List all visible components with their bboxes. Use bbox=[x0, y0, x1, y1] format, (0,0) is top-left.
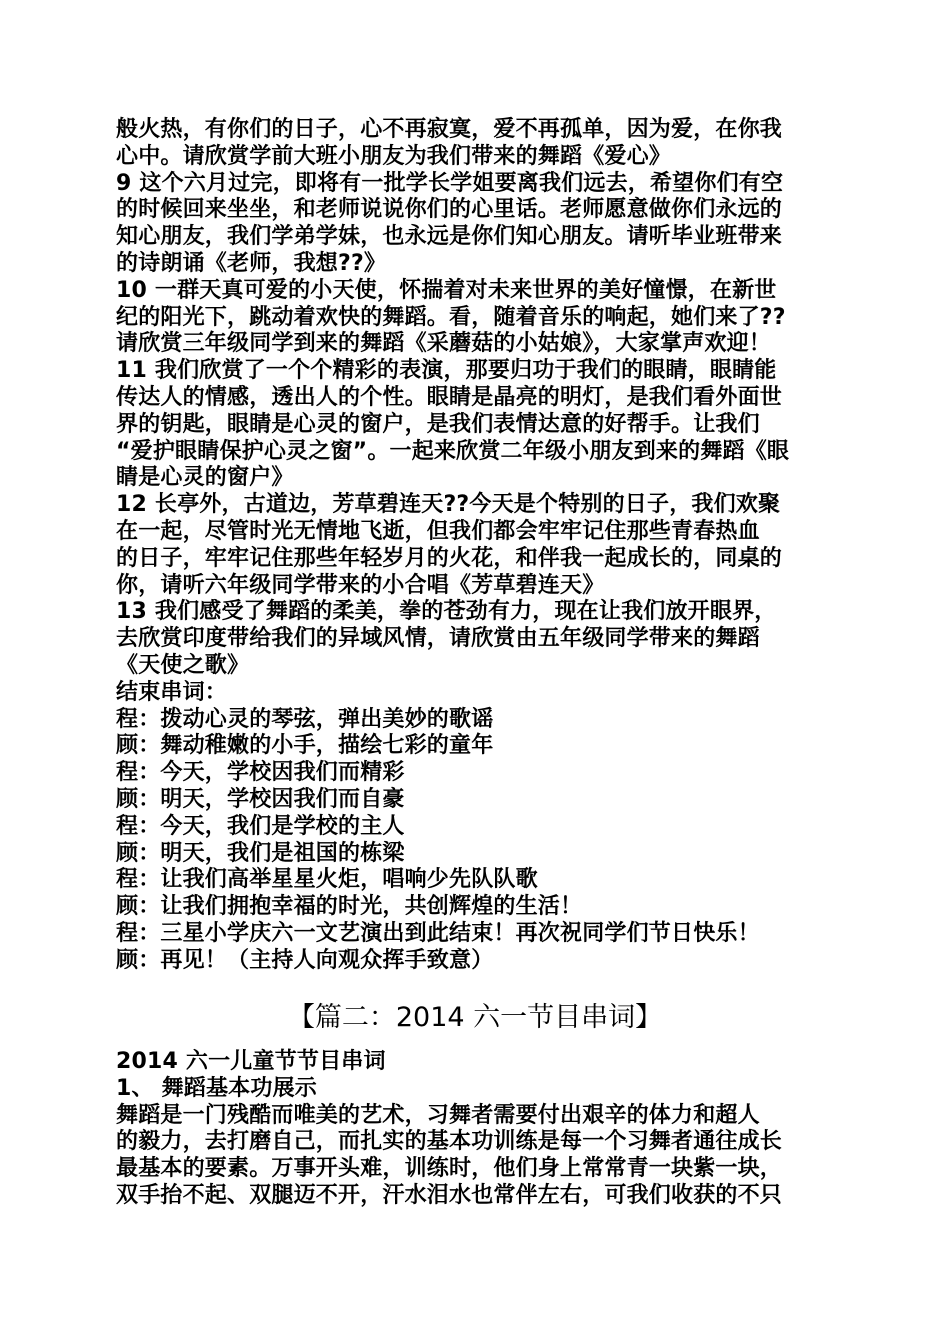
text-line: 传达人的情感，透出人的个性。眼睛是晶亮的明灯，是我们看外面世 bbox=[116, 385, 783, 410]
text-line: 顾：明天，学校因我们而自豪 bbox=[116, 787, 405, 812]
text-line: 11 我们欣赏了一个个精彩的表演，那要归功于我们的眼睛，眼睛能 bbox=[116, 358, 777, 384]
text-line: 睛是心灵的窗户》 bbox=[116, 465, 294, 491]
text-line: 10 一群天真可爱的小天使，怀揣着对未来世界的美好憧憬，在新世 bbox=[116, 277, 777, 303]
text-line: 顾：明天，我们是祖国的栋梁 bbox=[116, 840, 405, 866]
text-line: 13 我们感受了舞蹈的柔美，拳的苍劲有力，现在让我们放开眼界， bbox=[116, 599, 777, 625]
text-line: 纪的阳光下，跳动着欢快的舞蹈。看，随着音乐的响起，她们来了?? bbox=[116, 304, 786, 330]
text-line: 知心朋友，我们学弟学妹，也永远是你们知心朋友。请听毕业班带来 bbox=[116, 224, 783, 250]
text-line: 舞蹈是一门残酷而唯美的艺术，习舞者需要付出艰辛的体力和超人 bbox=[116, 1102, 760, 1128]
text-line: 程：今天，我们是学校的主人 bbox=[116, 813, 405, 839]
text-line: 12 长亭外，古道边，芳草碧连天??今天是个特别的日子，我们欢聚 bbox=[116, 492, 781, 518]
section-two-heading: 【篇二：2014 六一节目串词】 bbox=[287, 1002, 663, 1033]
text-line: 心中。请欣赏学前大班小朋友为我们带来的舞蹈《爱心》 bbox=[116, 143, 672, 169]
text-line: 《天使之歌》 bbox=[116, 653, 250, 678]
text-line: 程：让我们高举星星火炬，唱响少先队队歌 bbox=[116, 867, 538, 893]
text-line: 双手抬不起、双腿迈不开，汗水泪水也常伴左右，可我们收获的不只 bbox=[116, 1183, 783, 1208]
text-line: “爱护眼睛保护心灵之窗”。一起来欣赏二年级小朋友到来的舞蹈《眼 bbox=[116, 438, 790, 464]
text-line: 2014 六一儿童节节目串词 bbox=[116, 1049, 386, 1074]
text-line: 去欣赏印度带给我们的异域风情，请欣赏由五年级同学带来的舞蹈 bbox=[116, 626, 760, 652]
text-line: 程：拨动心灵的琴弦，弹出美妙的歌谣 bbox=[116, 706, 494, 732]
text-line: 在一起，尽管时光无情地飞逝，但我们都会牢牢记住那些青春热血 bbox=[116, 519, 760, 544]
text-line: 的诗朗诵《老师，我想??》 bbox=[116, 251, 387, 276]
text-line: 程：三星小学庆六一文艺演出到此结束！再次祝同学们节日快乐！ bbox=[116, 921, 760, 946]
text-line: 的日子，牢牢记住那些年轻岁月的火花，和伴我一起成长的，同桌的 bbox=[116, 545, 783, 571]
text-line: 你，请听六年级同学带来的小合唱《芳草碧连天》 bbox=[116, 572, 605, 598]
text-line: 的毅力，去打磨自己，而扎实的基本功训练是每一个习舞者通往成长 bbox=[116, 1129, 783, 1155]
text-line: 界的钥匙，眼睛是心灵的窗户，是我们表情达意的好帮手。让我们 bbox=[116, 411, 760, 437]
text-line: 最基本的要素。万事开头难，训练时，他们身上常常青一块紫一块， bbox=[116, 1156, 783, 1182]
text-line: 结束串词： bbox=[116, 679, 228, 705]
text-line: 顾：再见！（主持人向观众挥手致意） bbox=[116, 947, 494, 973]
text-line: 程：今天，学校因我们而精彩 bbox=[116, 760, 405, 786]
text-line: 请欣赏三年级同学到来的舞蹈《采蘑菇的小姑娘》，大家掌声欢迎！ bbox=[116, 331, 772, 357]
text-line: 般火热，有你们的日子，心不再寂寞，爱不再孤单，因为爱，在你我 bbox=[116, 117, 783, 142]
text-line: 9 这个六月过完，即将有一批学长学姐要离我们远去，希望你们有空 bbox=[116, 170, 784, 196]
text-line: 顾：让我们拥抱幸福的时光，共创辉煌的生活！ bbox=[116, 894, 583, 920]
text-line: 顾：舞动稚嫩的小手，描绘七彩的童年 bbox=[116, 733, 494, 759]
text-line: 1、 舞蹈基本功展示 bbox=[116, 1075, 317, 1101]
text-line: 的时候回来坐坐，和老师说说你们的心里话。老师愿意做你们永远的 bbox=[116, 197, 783, 223]
